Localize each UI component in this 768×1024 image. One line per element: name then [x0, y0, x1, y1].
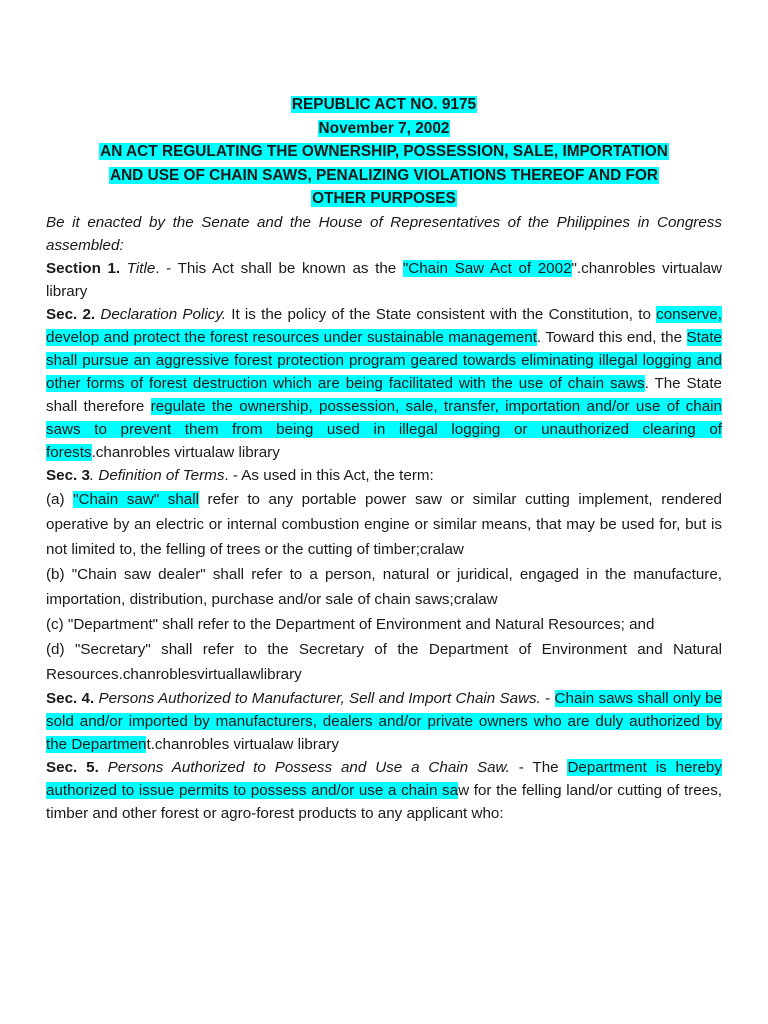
- section-5: Sec. 5. Persons Authorized to Possess and Use a Chain Saw. - The Department is hereby authorized to issue permits to possess and/or use a chain saw for the felling land/or cutting of trees, timber and other forest or agro-forest products to any applicant who:: [46, 758, 723, 822]
- section-2: Sec. 2. Declaration Policy. It is the policy of the State consistent with the Constitution, to conserve, develop and protect the forest resources under sustainable management. Toward this end, the State shall pursue an aggressive forest protection program geared towards eliminating illegal logging and other forms of forest destruction which are being facilitated with the use of chain saws. The State shall therefore regulate the ownership, possession, sale, transfer, importation and/or use of chain saws to prevent them from being used in illegal logging or unauthorized clearing of forests.chanrobles virtualaw library: [46, 305, 722, 461]
- section-3-intro: Sec. 3. Definition of Terms. - As used in this Act, the term:: [46, 466, 434, 484]
- section-1: Section 1. Title. - This Act shall be known as the "Chain Saw Act of 2002".chanrobles virtualaw library: [46, 259, 722, 300]
- definition-d: (d) "Secretary" shall refer to the Secretary of the Department of Environment and Natural Resources.chanroblesvirtuallawlibrary: [46, 640, 722, 683]
- document-body: [46, 93, 722, 825]
- title-line-4: AND USE OF CHAIN SAWS, PENALIZING VIOLATIONS THEREOF AND FOR: [109, 166, 659, 184]
- section-4: Sec. 4. Persons Authorized to Manufacturer, Sell and Import Chain Saws. - Chain saws shall only be sold and/or imported by manufacturers, dealers and/or private owners who are duly authorized by the Department.chanrobles virtualaw library: [46, 689, 722, 753]
- definition-a: (a) "Chain saw" shall refer to any portable power saw or similar cutting implement, rendered operative by an electric or internal combustion engine or similar means, that may be used for, but is not limited to, the felling of trees or the cutting of timber;cralaw: [46, 490, 722, 558]
- definition-b: (b) "Chain saw dealer" shall refer to a person, natural or juridical, engaged in the manufacture, importation, distribution, purchase and/or sale of chain saws;cralaw: [46, 565, 722, 608]
- title-line-5: OTHER PURPOSES: [312, 190, 456, 207]
- enacting-clause: Be it enacted by the Senate and the House of Representatives of the Philippines in Congress assembled:: [46, 213, 722, 254]
- title-line-3: AN ACT REGULATING THE OWNERSHIP, POSSESSION, SALE, IMPORTATION: [100, 143, 668, 160]
- title-line-1: REPUBLIC ACT NO. 9175: [291, 96, 477, 113]
- definition-c: (c) "Department" shall refer to the Department of Environment and Natural Resources; and: [46, 615, 655, 633]
- title-line-2: November 7, 2002: [318, 119, 450, 137]
